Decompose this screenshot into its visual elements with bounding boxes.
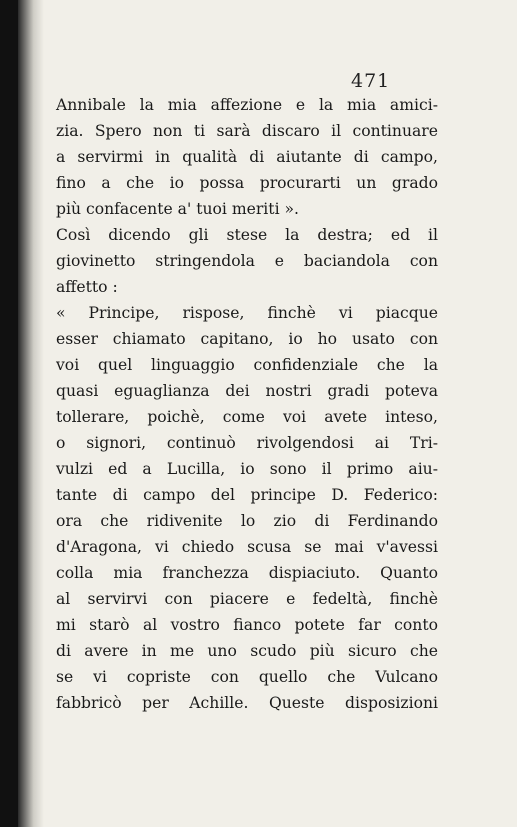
text-line: fabbricò per Achille. Queste disposizioni: [56, 694, 438, 712]
text-line: esser chiamato capitano, io ho usato con: [56, 330, 438, 348]
text-line: zia. Spero non ti sarà discaro il continuare: [56, 122, 438, 140]
text-line: al servirvi con piacere e fedeltà, finchè: [56, 590, 438, 608]
text-line: più confacente a' tuoi meriti ».: [56, 200, 300, 218]
text-line: tollerare, poichè, come voi avete inteso,: [56, 408, 438, 426]
text-line: se vi copriste con quello che Vulcano: [56, 668, 438, 686]
page-number: 471: [351, 70, 391, 92]
text-line: mi starò al vostro fianco potete far conto: [56, 616, 438, 634]
book-page: [18, 0, 517, 827]
text-line: tante di campo del principe D. Federico:: [56, 486, 438, 504]
text-line: ora che ridivenite lo zio di Ferdinando: [56, 512, 438, 530]
text-line: voi quel linguaggio confidenziale che la: [56, 356, 438, 374]
text-line: « Principe, rispose, finchè vi piacque: [56, 304, 438, 322]
text-line: vulzi ed a Lucilla, io sono il primo aiu-: [56, 460, 438, 478]
binding-shadow: [18, 0, 44, 827]
text-line: fino a che io possa procurarti un grado: [56, 174, 438, 192]
text-line: Annibale la mia affezione e la mia amici-: [56, 96, 438, 114]
text-line: giovinetto stringendola e baciandola con: [56, 252, 438, 270]
text-line: Così dicendo gli stese la destra; ed il: [56, 226, 438, 244]
text-line: d'Aragona, vi chiedo scusa se mai v'avessi: [56, 538, 438, 556]
text-line: affetto :: [56, 278, 118, 296]
text-line: colla mia franchezza dispiaciuto. Quanto: [56, 564, 438, 582]
text-line: quasi eguaglianza dei nostri gradi poteva: [56, 382, 438, 400]
text-line: o signori, continuò rivolgendosi ai Tri-: [56, 434, 438, 452]
body-text: [56, 92, 438, 716]
text-line: di avere in me uno scudo più sicuro che: [56, 642, 438, 660]
text-line: a servirmi in qualità di aiutante di campo,: [56, 148, 438, 166]
